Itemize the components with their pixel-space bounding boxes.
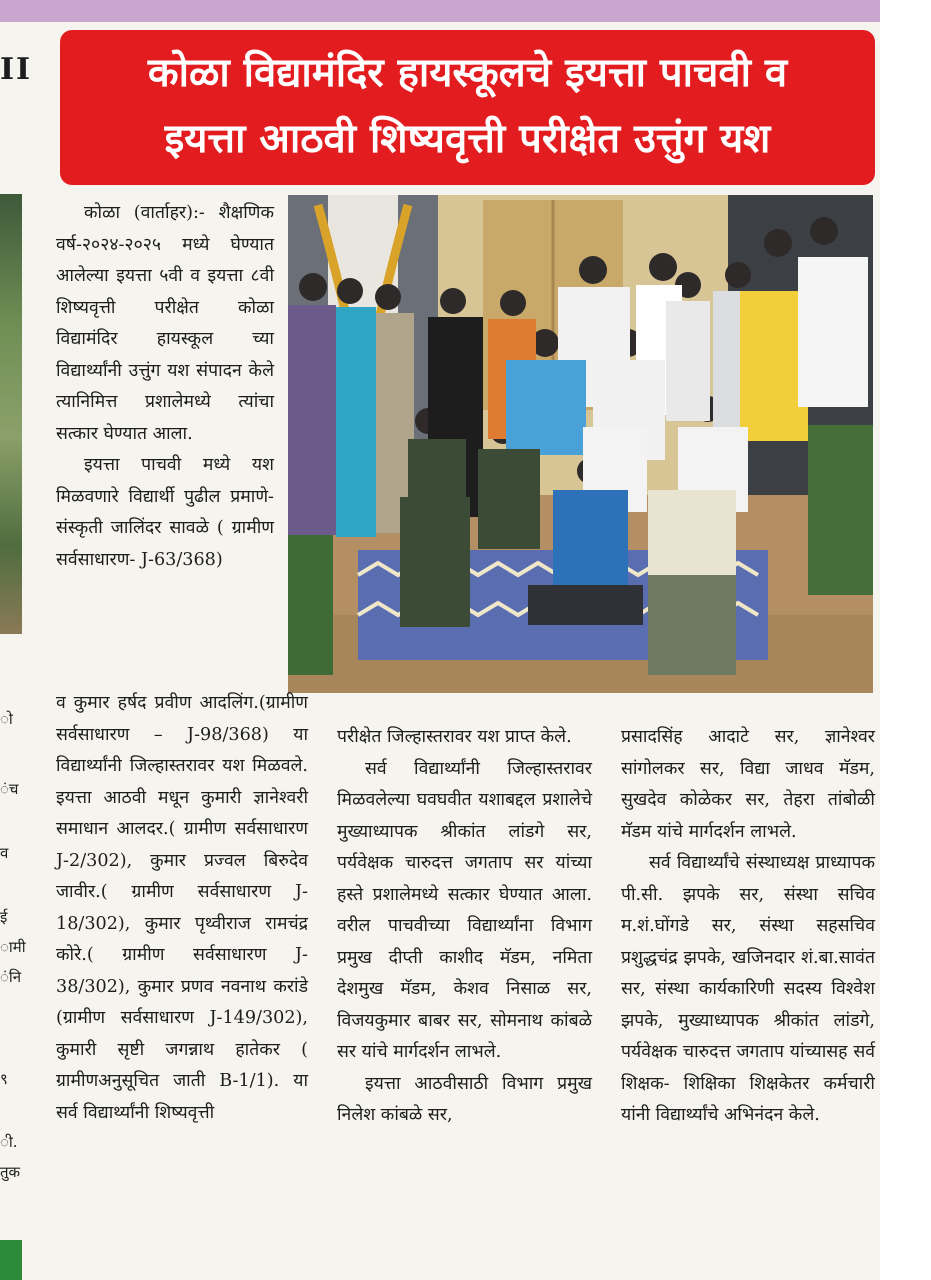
article-paragraph: इयत्ता आठवीसाठी विभाग प्रमुख निलेश कांबळे सर, [337, 1073, 592, 1125]
adjacent-text: तुक [0, 1163, 21, 1181]
adjacent-text: व [0, 844, 9, 862]
article-paragraph: इयत्ता पाचवी मध्ये यश मिळवणारे विद्यार्थी पुढील प्रमाणे- संस्कृती जालिंदर सावळे ( ग्रामीण सर्वसाधारण- J-63/368) [56, 455, 274, 570]
article-column-1-bottom [56, 688, 308, 1129]
adjacent-text: ई [0, 908, 8, 926]
article-paragraph: सर्व विद्यार्थ्यांचे संस्थाध्यक्ष प्राध्यापक पी.सी. झपके सर, संस्था सचिव म.शं.घोंगडे सर, संस्था सहसचिव प्रशुद्धचंद्र झपके, खजिनदार शं.बा.सावंत सर, संस्था कार्यकारिणी सदस्य विश्वेश झपके, मुख्याध्यापक श्रीकांत लांडगे, पर्यवेक्षक चारुदत्त जगताप यांच्यासह सर्व शिक्षक- शिक्षिका शिक्षकेतर कर्मचारी यांनी विद्यार्थ्यांचे अभिनंदन केले. [621, 853, 875, 1125]
article-paragraph: सर्व विद्यार्थ्यांनी जिल्हास्तरावर मिळवलेल्या घवघवीत यशाबद्दल प्रशालेचे मुख्याध्यापक श्रीकांत लांडगे सर, पर्यवेक्षक चारुदत्त जगताप सर यांच्या हस्ते प्रशालेमध्ये सत्कार घेण्यात आला. वरील पाचवीच्या विद्यार्थ्यांना विभाग प्रमुख दीप्ती काशीद मॅडम, नमिता देशमुख मॅडम, केशव निसाळ सर, विजयकुमार बाबर सर, सोमनाथ कांबळे सर यांचे मार्गदर्शन लाभले. [337, 758, 592, 1062]
article-column-3 [621, 722, 875, 1132]
article-column-2 [337, 722, 592, 1132]
adjacent-text: ी. [0, 1133, 18, 1151]
headline-line-1: कोळा विद्यामंदिर हायस्कूलचे इयत्ता पाचवी व [147, 50, 788, 96]
article-paragraph: परीक्षेत जिल्हास्तरावर यश प्राप्त केले. [337, 727, 572, 747]
group-photo-illustration [288, 195, 873, 693]
group-photo [288, 195, 873, 693]
headline-banner [60, 30, 875, 185]
article-column-1-top [56, 198, 274, 576]
headline-line-2: इयत्ता आठवी शिष्यवृत्ती परीक्षेत उत्तुंग यश [164, 116, 771, 162]
page-margin [880, 0, 931, 1280]
adjacent-text: ंच [0, 780, 19, 798]
article-paragraph: प्रसादसिंह आदाटे सर, ज्ञानेश्वर सांगोलकर सर, विद्या जाधव मॅडम, सुखदेव कोळेकर सर, तेहरा तांबोळी मॅडम यांचे मार्गदर्शन लाभले. [621, 727, 875, 842]
top-color-bar [0, 0, 880, 22]
adjacent-photo-edge [0, 194, 22, 634]
adjacent-text: ९ [0, 1070, 8, 1088]
article-paragraph: कोळा (वार्ताहर):- शैक्षणिक वर्ष-२०२४-२०२५ मध्ये घेण्यात आलेल्या इयत्ता ५वी व इयत्ता ८वी शिष्यवृत्ती परीक्षेत कोळा विद्यामंदिर हायस्कूल च्या विद्यार्थ्यांनी उत्तुंग यश संपादन केले त्यानिमित्त प्रशालेमध्ये त्यांचा सत्कार घेण्यात आला. [56, 203, 274, 444]
adjacent-text: ो [0, 710, 13, 728]
article-paragraph: व कुमार हर्षद प्रवीण आदलिंग.(ग्रामीण सर्वसाधारण – J-98/368) या विद्यार्थ्यांनी जिल्हास्तरावर यश मिळवले. इयत्ता आठवी मधून कुमारी ज्ञानेश्वरी समाधान आलदर.( ग्रामीण सर्वसाधारण J-2/302), कुमार प्रज्वल बिरुदेव जावीर.( ग्रामीण सर्वसाधारण J-18/302), कुमार पृथ्वीराज रामचंद्र कोरे.( ग्रामीण सर्वसाधारण J-38/302), कुमार प्रणव नवनाथ करांडे (ग्रामीण सर्वसाधारण J-149/302), कुमारी सृष्टी जगन्नाथ हातेकर ( ग्रामीणअनुसूचित जाती B-1/1). या सर्व विद्यार्थ्यांनी शिष्यवृत्ती [56, 693, 308, 1123]
adjacent-text: ंनि [0, 968, 22, 986]
adjacent-text: ामी [0, 938, 26, 956]
adjacent-title-glyph: II [0, 52, 33, 87]
adjacent-graphic-edge [0, 1240, 22, 1280]
adjacent-article-fragment [0, 48, 40, 1280]
